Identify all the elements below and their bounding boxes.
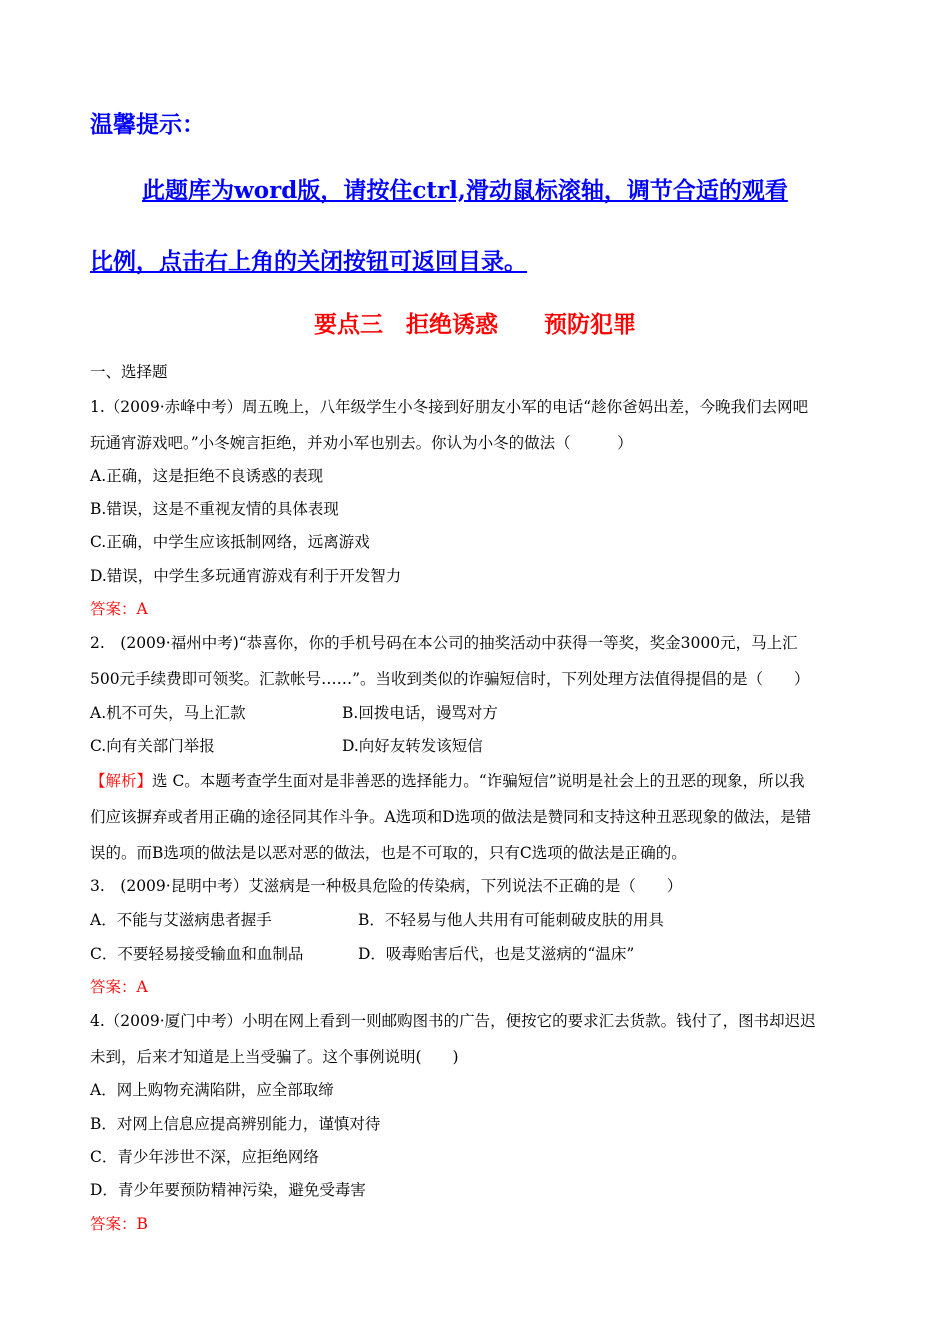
q1-answer: 答案：A xyxy=(90,600,148,618)
q1-option-b: B.错误，这是不重视友情的具体表现 xyxy=(90,500,339,518)
q2-analysis-line-2: 们应该摒弃或者用正确的途径同其作斗争。A选项和D选项的做法是赞同和支持这种丑恶现象的做法，是错 xyxy=(90,808,812,826)
q2-option-a: A.机不可失，马上汇款 xyxy=(90,704,246,722)
q4-option-a: A．网上购物充满陷阱，应全部取缔 xyxy=(90,1081,334,1099)
q4-answer: 答案：B xyxy=(90,1215,148,1233)
q2-option-d: D.向好友转发该短信 xyxy=(342,737,483,755)
section-label: 一、选择题 xyxy=(90,363,168,381)
q2-analysis-line-1 xyxy=(90,771,805,791)
q4-option-c: C．青少年涉世不深，应拒绝网络 xyxy=(90,1148,319,1166)
q2-analysis-line-3: 误的。而B选项的做法是以恶对恶的做法，也是不可取的，只有C选项的做法是正确的。 xyxy=(90,844,687,862)
q2-analysis-text-1: 选 C。本题考查学生面对是非善恶的选择能力。“诈骗短信”说明是社会上的丑恶的现象，所以我 xyxy=(152,772,805,790)
tip-title: 温馨提示： xyxy=(90,111,205,138)
q3-stem-line-1: 3. (2009·昆明中考）艾滋病是一种极具危险的传染病，下列说法不正确的是（ ） xyxy=(90,877,683,895)
tip-text-line-2: 比例，点击右上角的关闭按钮可返回目录。 xyxy=(90,248,527,275)
q4-stem-line-2: 未到，后来才知道是上当受骗了。这个事例说明( ) xyxy=(90,1048,459,1066)
q1-option-c: C.正确，中学生应该抵制网络，远离游戏 xyxy=(90,533,370,551)
q3-option-d: D．吸毒贻害后代，也是艾滋病的“温床” xyxy=(358,945,635,963)
q1-option-a: A.正确，这是拒绝不良诱惑的表现 xyxy=(90,467,324,485)
q1-option-d: D.错误，中学生多玩通宵游戏有利于开发智力 xyxy=(90,567,402,585)
tip-text-line-1: 此题库为word版，请按住ctrl,滑动鼠标滚轴，调节合适的观看 xyxy=(142,177,788,204)
q3-options-row-2 xyxy=(90,944,635,964)
q2-options-row-2 xyxy=(90,736,483,756)
q1-stem-line-2: 玩通宵游戏吧。”小冬婉言拒绝，并劝小军也别去。你认为小冬的做法（ ） xyxy=(90,434,633,452)
q4-option-d: D．青少年要预防精神污染，避免受毒害 xyxy=(90,1181,366,1199)
q2-option-b: B.回拨电话，谩骂对方 xyxy=(342,704,498,722)
q3-option-c: C．不要轻易接受输血和血制品 xyxy=(90,945,304,963)
q2-stem-line-1: 2. (2009·福州中考)“恭喜你，你的手机号码在本公司的抽奖活动中获得一等奖，奖金3000元，马上汇 xyxy=(90,634,798,652)
q3-option-b: B．不轻易与他人共用有可能刺破皮肤的用具 xyxy=(358,911,664,929)
q1-stem-line-1: 1.（2009·赤峰中考）周五晚上，八年级学生小冬接到好朋友小军的电话“趁你爸妈出差，今晚我们去网吧 xyxy=(90,398,809,416)
q3-option-a: A．不能与艾滋病患者握手 xyxy=(90,911,272,929)
q3-answer: 答案：A xyxy=(90,978,148,996)
section-heading: 要点三 拒绝诱惑 预防犯罪 xyxy=(314,312,636,338)
q2-option-c: C.向有关部门举报 xyxy=(90,737,215,755)
q2-analysis-label: 【解析】 xyxy=(90,772,153,790)
q2-stem-line-2: 500元手续费即可领奖。汇款帐号……”。当收到类似的诈骗短信时，下列处理方法值得提倡的是（ ） xyxy=(90,670,810,688)
q4-option-b: B．对网上信息应提高辨别能力，谨慎对待 xyxy=(90,1115,381,1133)
q4-stem-line-1: 4.（2009·厦门中考）小明在网上看到一则邮购图书的广告，便按它的要求汇去货款。钱付了，图书却迟迟 xyxy=(90,1012,816,1030)
q3-options-row-1 xyxy=(90,910,664,930)
q2-options-row-1 xyxy=(90,703,498,723)
